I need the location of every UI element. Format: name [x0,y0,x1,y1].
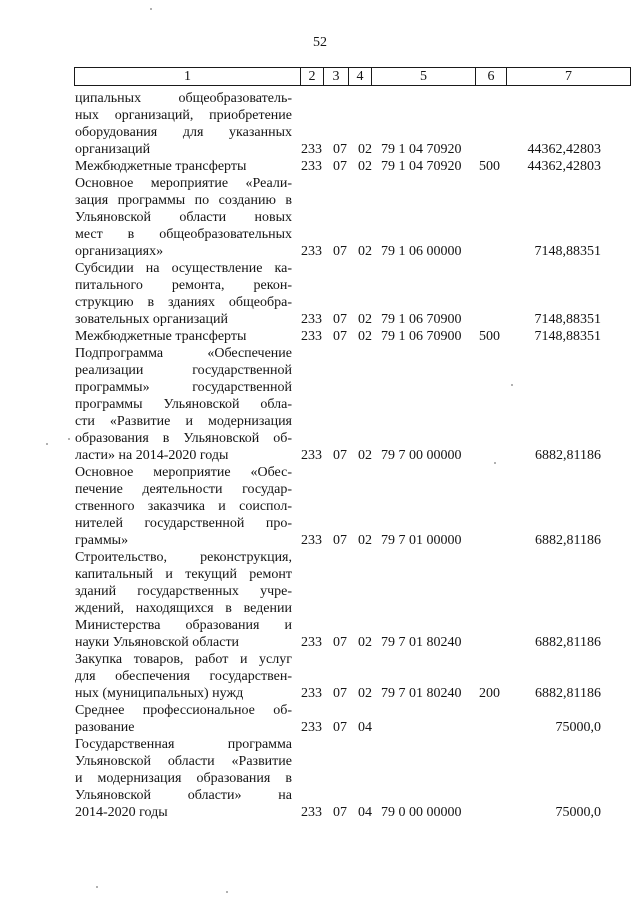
cell-col-4: 02 [358,159,372,174]
cell-col-4: 02 [358,142,372,157]
cell-col-6: 500 [479,329,500,344]
cell-col-3: 07 [333,720,347,735]
description-line: Ульяновской области «Развитие [75,754,292,769]
description-line: Закупка товаров, работ и услуг [75,652,292,667]
description-line: Субсидии на осуществление ка- [75,261,292,276]
description-line: программы» государственной [75,380,292,395]
row-description [75,702,292,736]
description-line: Межбюджетные трансферты [75,329,247,344]
cell-col-3: 07 [333,142,347,157]
scan-speck [46,443,48,445]
cell-col-3: 07 [333,686,347,701]
cell-col-3: 07 [333,635,347,650]
cell-col-2: 233 [301,635,322,650]
scan-speck [68,438,70,440]
cell-col-4: 02 [358,686,372,701]
cell-col-2: 233 [301,448,322,463]
cell-col-2: 233 [301,142,322,157]
description-line: ственного заказчика и соиспол- [75,499,292,514]
cell-col-5: 79 0 00 00000 [381,805,462,820]
description-line: ципальных общеобразователь- [75,91,292,106]
scan-speck [511,384,513,386]
description-line: питального ремонта, рекон- [75,278,292,293]
description-line: для обеспечения государствен- [75,669,292,684]
row-description [75,158,292,175]
cell-col-7: 6882,81186 [535,635,601,650]
header-col-6: 6 [476,68,507,85]
cell-col-2: 233 [301,805,322,820]
cell-col-3: 07 [333,448,347,463]
cell-col-4: 02 [358,448,372,463]
cell-col-3: 07 [333,805,347,820]
cell-col-5: 79 1 06 00000 [381,244,462,259]
description-line: ных (муниципальных) нужд [75,686,244,701]
cell-col-5: 79 7 01 80240 [381,686,462,701]
cell-col-5: 79 1 04 70920 [381,159,462,174]
description-line: зданий государственных учре- [75,584,292,599]
cell-col-5: 79 7 01 80240 [381,635,462,650]
description-line: печение деятельности государ- [75,482,292,497]
cell-col-5: 79 1 06 70900 [381,312,462,327]
cell-col-7: 75000,0 [555,805,601,820]
scan-speck [150,8,152,10]
description-line: граммы» [75,533,129,548]
cell-col-7: 6882,81186 [535,533,601,548]
header-col-7: 7 [565,69,572,84]
cell-col-7: 75000,0 [555,720,601,735]
cell-col-2: 233 [301,329,322,344]
cell-col-3: 07 [333,533,347,548]
cell-col-2: 233 [301,312,322,327]
cell-col-5: 79 1 04 70920 [381,142,462,157]
cell-col-3: 07 [333,329,347,344]
description-line: зовательных организаций [75,312,228,327]
cell-col-6: 500 [479,159,500,174]
row-description [75,90,292,158]
cell-col-7: 44362,42803 [527,159,601,174]
table-header-row [74,67,631,86]
header-col-2: 2 [301,68,324,85]
description-line: ждений, находящихся в ведении [75,601,292,616]
description-line: оборудования для указанных [75,125,292,140]
description-line: 2014-2020 годы [75,805,168,820]
description-line: Среднее профессиональное об- [75,703,292,718]
page-number: 52 [313,35,327,50]
description-line: капитальный и текущий ремонт [75,567,292,582]
description-line: ных организаций, приобретение [75,108,292,123]
description-line: Государственная программа [75,737,292,752]
description-line: и модернизация образования в [75,771,292,786]
description-line: программы Ульяновской обла- [75,397,292,412]
cell-col-6: 200 [479,686,500,701]
cell-col-3: 07 [333,159,347,174]
cell-col-4: 02 [358,329,372,344]
cell-col-2: 233 [301,244,322,259]
cell-col-4: 02 [358,312,372,327]
row-description [75,736,292,821]
cell-col-7: 7148,88351 [534,312,601,327]
cell-col-7: 7148,88351 [534,244,601,259]
description-line: струкцию в зданиях общеобра- [75,295,292,310]
description-line: разование [75,720,135,735]
scan-speck [226,891,228,893]
cell-col-4: 02 [358,244,372,259]
row-description [75,464,292,549]
header-col-4: 4 [349,68,372,85]
cell-col-7: 6882,81186 [535,448,601,463]
cell-col-2: 233 [301,720,322,735]
cell-col-4: 04 [358,805,372,820]
description-line: Основное мероприятие «Реали- [75,176,292,191]
cell-col-7: 6882,81186 [535,686,601,701]
cell-col-5: 79 7 01 00000 [381,533,462,548]
description-line: Подпрограмма «Обеспечение [75,346,292,361]
cell-col-7: 7148,88351 [534,329,601,344]
description-line: организациях» [75,244,164,259]
cell-col-2: 233 [301,686,322,701]
description-line: зация программы по созданию в [75,193,292,208]
description-line: Ульяновской области новых [75,210,292,225]
description-line: Ульяновской области» на [75,788,292,803]
cell-col-4: 02 [358,533,372,548]
cell-col-5: 79 1 06 70900 [381,329,462,344]
cell-col-2: 233 [301,533,322,548]
scan-speck [96,886,98,888]
scan-speck [494,462,496,464]
description-line: Основное мероприятие «Обес- [75,465,292,480]
description-line: Министерства образования и [75,618,292,633]
cell-col-3: 07 [333,312,347,327]
row-description [75,260,292,328]
header-col-3: 3 [324,68,349,85]
description-line: сти «Развитие и модернизация [75,414,292,429]
cell-col-5: 79 7 00 00000 [381,448,462,463]
cell-col-4: 02 [358,635,372,650]
cell-col-4: 04 [358,720,372,735]
row-description [75,549,292,651]
description-line: реализации государственной [75,363,292,378]
header-col-1: 1 [75,68,301,85]
cell-col-3: 07 [333,244,347,259]
description-line: нителей государственной про- [75,516,292,531]
header-col-5: 5 [372,68,476,85]
description-line: мест в общеобразовательных [75,227,292,242]
description-line: образования в Ульяновской об- [75,431,292,446]
description-line: Строительство, реконструкция, [75,550,292,565]
row-description [75,175,292,260]
row-description [75,651,292,702]
description-line: ласти» на 2014-2020 годы [75,448,229,463]
row-description [75,345,292,464]
description-line: Межбюджетные трансферты [75,159,247,174]
cell-col-7: 44362,42803 [527,142,601,157]
description-line: науки Ульяновской области [75,635,240,650]
description-line: организаций [75,142,151,157]
row-description [75,328,292,345]
cell-col-2: 233 [301,159,322,174]
